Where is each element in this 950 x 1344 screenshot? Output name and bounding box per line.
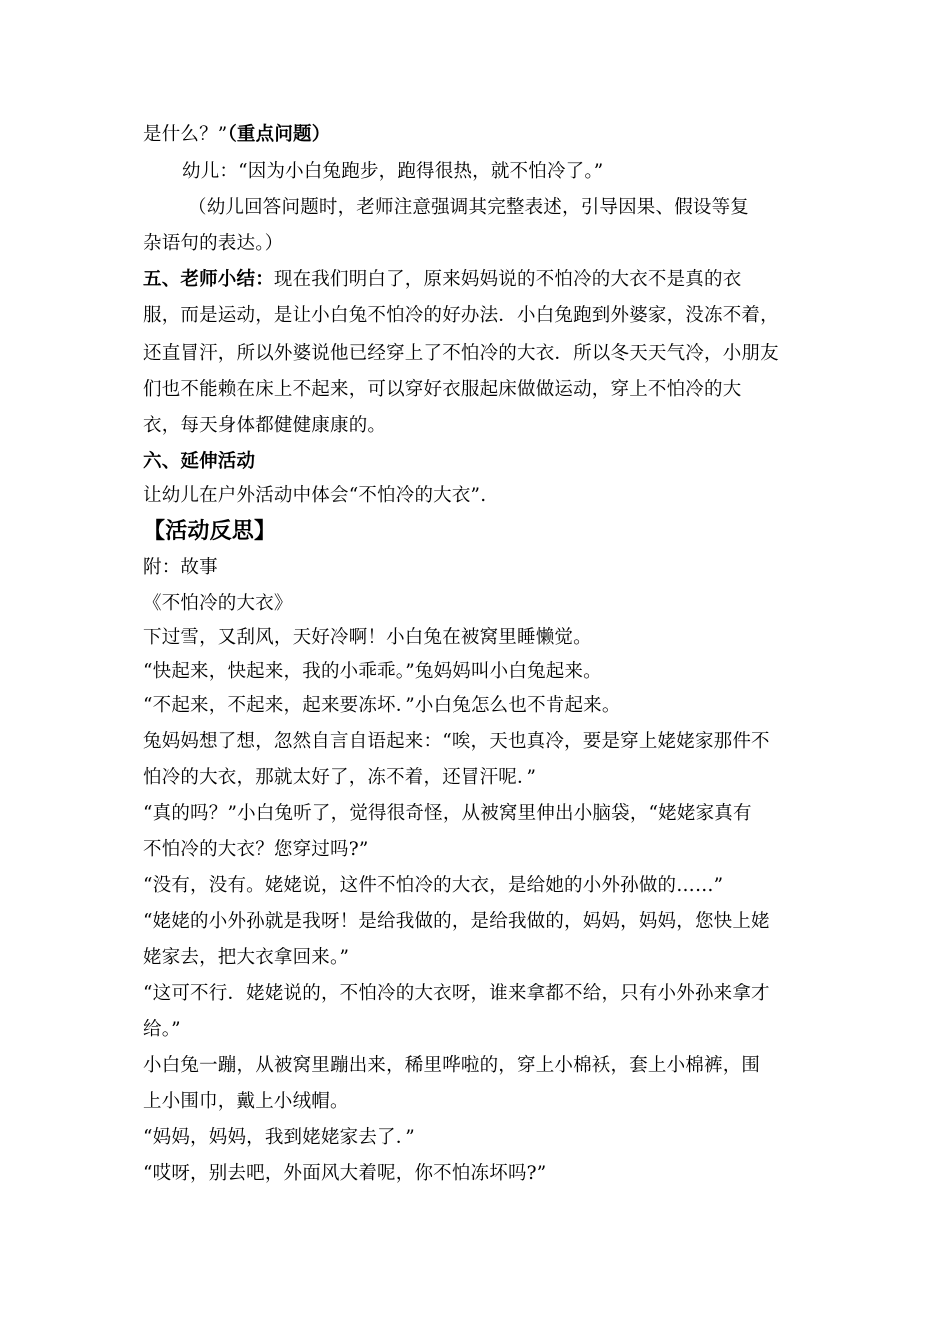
paragraph-line: （幼儿回答问题时，老师注意强调其完整表述，引导因果、假设等复 <box>188 197 750 218</box>
story-line: “姥姥的小外孙就是我呀！是给我做的，是给我做的，妈妈，妈妈，您快上姥 <box>143 911 770 932</box>
paragraph-line: 还直冒汗，所以外婆说他已经穿上了不怕冷的大衣．所以冬天天气冷，小朋友 <box>143 343 779 364</box>
story-line: 小白兔一蹦，从被窝里蹦出来，稀里哗啦的，穿上小棉袄，套上小棉裤，围 <box>143 1055 761 1076</box>
paragraph-line: 杂语句的表达。） <box>143 233 284 254</box>
story-line: 不怕冷的大衣？您穿过吗?” <box>143 839 369 860</box>
section-heading-5: 五、老师小结： <box>143 269 274 290</box>
line-text: 现在我们明白了，原来妈妈说的不怕冷的大衣不是真的衣 <box>273 269 742 290</box>
key-question-label: （重点问题） <box>227 124 331 145</box>
story-line: “不起来，不起来，起来要冻坏．”小白兔怎么也不肯起来。 <box>143 695 621 716</box>
paragraph-line: 衣，每天身体都健健康康的。 <box>143 415 387 436</box>
activity-reflection-heading: 【活动反思】 <box>143 519 277 544</box>
paragraph-line: 幼儿：“因为小白兔跑步，跑得很热，就不怕冷了。” <box>182 161 604 182</box>
paragraph-line: 让幼儿在户外活动中体会“不怕冷的大衣”. <box>143 485 487 506</box>
appendix-label: 附：故事 <box>143 557 218 578</box>
story-line: 兔妈妈想了想，忽然自言自语起来：“唉，天也真冷，要是穿上姥姥家那件不 <box>143 731 770 752</box>
story-line: “这可不行．姥姥说的，不怕冷的大衣呀，谁来拿都不给，只有小外孙来拿才 <box>143 983 770 1004</box>
story-line: “哎呀，别去吧，外面风大着呢，你不怕冻坏吗?” <box>143 1163 547 1184</box>
story-line: 姥家去，把大衣拿回来。” <box>143 947 350 968</box>
story-line: 给。” <box>143 1019 181 1040</box>
line-text: 是什么？” <box>143 124 228 145</box>
story-line: 怕冷的大衣，那就太好了，冻不着，还冒汗呢．” <box>143 767 537 788</box>
story-line: “妈妈，妈妈，我到姥姥家去了．” <box>143 1127 415 1148</box>
story-line: “真的吗？”小白兔听了，觉得很奇怪，从被窝里伸出小脑袋，“姥姥家真有 <box>143 803 752 824</box>
paragraph-line: 们也不能赖在床上不起来，可以穿好衣服起床做做运动，穿上不怕冷的大 <box>143 379 742 400</box>
story-line: “没有，没有。姥姥说，这件不怕冷的大衣，是给她的小外孙做的……” <box>143 875 724 896</box>
section-heading-6: 六、延伸活动 <box>143 451 256 472</box>
story-line: 下过雪，又刮风，天好冷啊！小白兔在被窝里睡懒觉。 <box>143 627 592 648</box>
paragraph-line <box>143 266 741 294</box>
paragraph-line <box>143 121 330 149</box>
story-line: 上小围巾，戴上小绒帽。 <box>143 1091 349 1112</box>
paragraph-line: 服，而是运动，是让小白兔不怕冷的好办法．小白兔跑到外婆家，没冻不着， <box>143 305 779 326</box>
story-title: 《不怕冷的大衣》 <box>143 593 293 614</box>
story-line: “快起来，快起来，我的小乖乖。”兔妈妈叫小白兔起来。 <box>143 661 602 682</box>
